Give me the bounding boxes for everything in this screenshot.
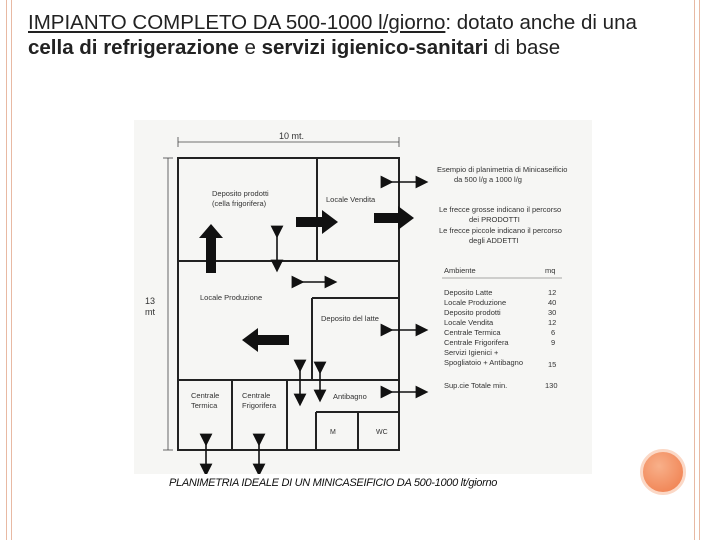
room-m: M xyxy=(330,429,336,436)
info-note-2: dei PRODOTTI xyxy=(469,215,520,224)
floor-plan-svg xyxy=(134,120,592,474)
info-note-1: Le frecce grosse indicano il percorso xyxy=(439,205,562,214)
table-row-name: Locale Produzione xyxy=(444,298,507,307)
info-note-3: Le frecce piccole indicano il percorso xyxy=(439,226,562,235)
table-row-value: 30 xyxy=(548,308,557,317)
heading-bold-1: cella di refrigerazione xyxy=(28,36,239,59)
heading-end: di base xyxy=(488,36,561,59)
height-dimension-unit: mt xyxy=(145,307,155,317)
info-title-1: Esempio di planimetria di Minicaseificio xyxy=(437,165,568,174)
room-wc: WC xyxy=(376,429,388,436)
floor-plan-figure xyxy=(134,120,592,474)
table-row-value: 6 xyxy=(551,328,556,337)
table-row-value: 12 xyxy=(548,288,557,297)
decor-line-left xyxy=(6,0,7,540)
table-row-name: Centrale Frigorifera xyxy=(444,338,509,347)
table-row-name: Deposito prodotti xyxy=(444,308,501,317)
width-dimension: 10 mt. xyxy=(279,131,305,141)
decor-line-right xyxy=(694,0,695,540)
area-table xyxy=(444,288,556,369)
room-centrale-termica-1: Centrale xyxy=(191,391,220,400)
product-arrow-left xyxy=(242,328,289,352)
table-total-value: 130 xyxy=(545,381,558,390)
room-centrale-frigorifera-1: Centrale xyxy=(242,391,271,400)
info-note-4: degli ADDETTI xyxy=(469,236,519,245)
table-row-value: 12 xyxy=(548,318,557,327)
table-row-value: 9 xyxy=(551,338,556,347)
height-dimension-value: 13 xyxy=(145,296,156,306)
room-cella-frigorifera: (cella frigorifera) xyxy=(212,199,267,208)
slide-heading xyxy=(28,10,678,60)
product-arrows xyxy=(199,206,414,352)
table-row-name: Deposito Latte xyxy=(444,288,493,297)
room-locale-vendita: Locale Vendita xyxy=(326,195,376,204)
room-deposito-prodotti: Deposito prodotti xyxy=(212,189,269,198)
product-arrow-right-2 xyxy=(374,206,414,230)
table-total-label: Sup.cie Totale min. xyxy=(444,381,508,390)
table-row-value: 15 xyxy=(548,360,557,369)
heading-mid: e xyxy=(238,36,262,59)
table-row-value: 40 xyxy=(548,298,557,307)
table-header-mq: mq xyxy=(545,266,556,275)
table-header-ambiente: Ambiente xyxy=(444,266,476,275)
table-row-name: Locale Vendita xyxy=(444,318,494,327)
heading-after-colon: : dotato anche di una xyxy=(445,11,637,34)
table-row-name: Servizi Igienici + xyxy=(444,348,499,357)
room-antibagno: Antibagno xyxy=(333,392,367,401)
product-arrow-up xyxy=(199,224,223,273)
decor-line-right-2 xyxy=(699,0,700,540)
info-title-2: da 500 l/g a 1000 l/g xyxy=(454,175,522,184)
room-locale-produzione: Locale Produzione xyxy=(200,293,263,302)
table-row-name: Spogliatoio + Antibagno xyxy=(444,358,524,367)
room-centrale-frigorifera-2: Frigorifera xyxy=(242,401,277,410)
room-centrale-termica-2: Termica xyxy=(191,401,218,410)
decor-line-left-2 xyxy=(11,0,12,540)
room-deposito-latte: Deposito del latte xyxy=(321,314,379,323)
orange-circle-ornament xyxy=(640,449,686,495)
heading-bold-2: servizi igienico-sanitari xyxy=(261,36,489,59)
heading-underlined: IMPIANTO COMPLETO DA 500-1000 l/giorno xyxy=(28,11,446,34)
table-row-name: Centrale Termica xyxy=(444,328,501,337)
figure-caption: PLANIMETRIA IDEALE DI UN MINICASEIFICIO DA 500-1000 lt/giorno xyxy=(169,477,498,489)
